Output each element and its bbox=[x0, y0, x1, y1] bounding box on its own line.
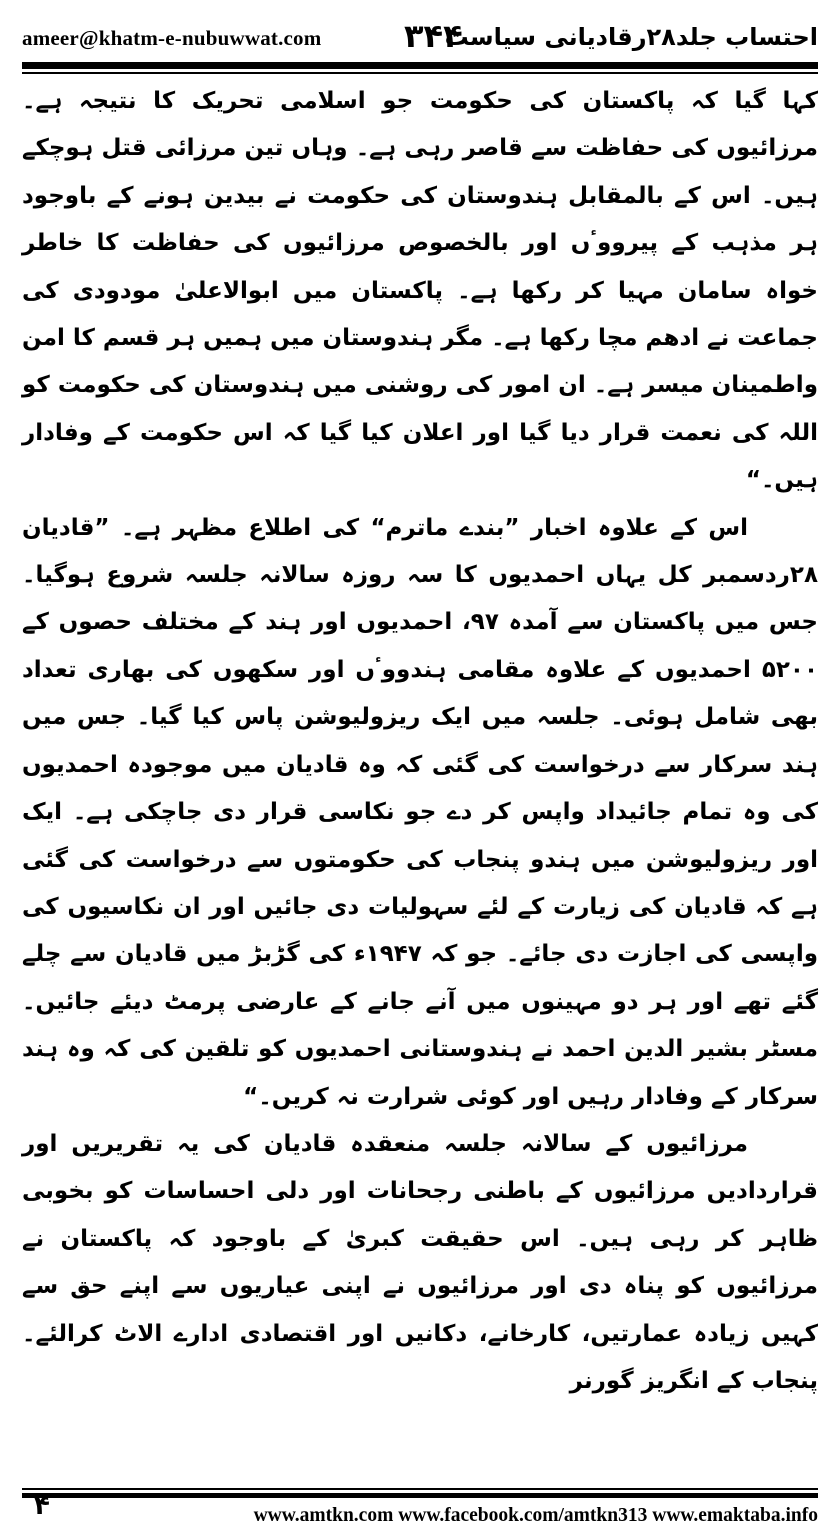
header-email[interactable]: ameer@khatm-e-nubuwwat.com bbox=[22, 26, 322, 50]
header-page-number: ۳۴۴ bbox=[404, 17, 463, 55]
body-text bbox=[22, 78, 818, 1405]
footer-rule-thin bbox=[22, 1488, 818, 1490]
paragraph-3: مرزائیوں کے سالانہ جلسہ منعقدہ قادیان کی یہ تقریریں اور قراردادیں مرزائیوں کے باطنی رجحانات اور دلی احساسات کو بخوبی ظاہر کر رہی ہیں۔ اس حقیقت کبریٰ کے باوجود کہ پاکستان نے مرزائیوں کو پناہ دی اور مرزائیوں نے اپنی عیاریوں سے اپنے حق سے کہیں زیادہ عمارتیں، کارخانے، دکانیں اور اقتصادی ادارے الاٹ کرالئے۔ پنجاب کے انگریز گورنر bbox=[22, 1130, 818, 1394]
page-header bbox=[22, 14, 818, 58]
header-book-title: احتساب جلد۲۸رقادیانی سیاست bbox=[444, 23, 818, 51]
header-rule-thin bbox=[22, 72, 818, 74]
paragraph-1: کہا گیا کہ پاکستان کی حکومت جو اسلامی تحریک کا نتیجہ ہے۔ مرزائیوں کی حفاظت سے قاصر رہی ہے۔ وہاں تین مرزائی قتل ہوچکے ہیں۔ اس کے بالمقابل ہندوستان کی حکومت نے بیدین ہونے کے باوجود ہر مذہب کے پیرووٴں اور بالخصوص مرزائیوں کی حفاظت کا خاطر خواہ سامان مہیا کر رکھا ہے۔ پاکستان میں ابوالاعلیٰ مودودی کی جماعت نے ادھم مچا رکھا ہے۔ مگر ہندوستان میں ہمیں ہر قسم کا امن واطمینان میسر ہے۔ ان امور کی روشنی میں ہندوستان کی حکومت کو اللہ کی نعمت قرار دیا گیا اور اعلان کیا گیا کہ اس حکومت کے وفادار ہیں۔“ bbox=[22, 88, 818, 494]
footer-page-number: ۴ bbox=[34, 1491, 50, 1521]
footer-rule-thick bbox=[22, 1493, 818, 1498]
footer-links[interactable]: www.amtkn.com www.facebook.com/amtkn313 www.emaktaba.info bbox=[253, 1505, 818, 1526]
paragraph-2: اس کے علاوہ اخبار ”بندے ماترم“ کی اطلاع مظہر ہے۔ ”قادیان ۲۸ردسمبر کل یہاں احمدیوں کا سہ روزہ سالانہ جلسہ شروع ہوگیا۔ جس میں پاکستان سے آمدہ ۹۷، احمدیوں اور ہند کے مختلف حصوں کے ۵۲۰۰ احمدیوں کے علاوہ مقامی ہندووٴں اور سکھوں کی بھاری تعداد بھی شامل ہوئی۔ جلسہ میں ایک ریزولیوشن پاس کیا گیا۔ جس میں ہند سرکار سے درخواست کی گئی کہ وہ قادیان میں موجودہ احمدیوں کی وہ تمام جائیداد واپس کر دے جو نکاسی قرار دی جاچکی ہے۔ ایک اور ریزولیوشن میں ہندو پنجاب کی حکومتوں سے درخواست کی گئی ہے کہ قادیان کی زیارت کے لئے سہولیات دی جائیں اور ان نکاسیوں کی واپسی کی اجازت دی جائے۔ جو کہ ۱۹۴۷ء کی گڑبڑ میں قادیان سے چلے گئے تھے اور ہر دو مہینوں میں آنے جانے کے عارضی پرمٹ دیئے جائیں۔ مسٹر بشیر الدین احمد نے ہندوستانی احمدیوں کو تلقین کی کہ وہ ہند سرکار کے وفادار رہیں اور کوئی شرارت نہ کریں۔“ bbox=[22, 514, 819, 1110]
header-rule-thick bbox=[22, 62, 818, 69]
